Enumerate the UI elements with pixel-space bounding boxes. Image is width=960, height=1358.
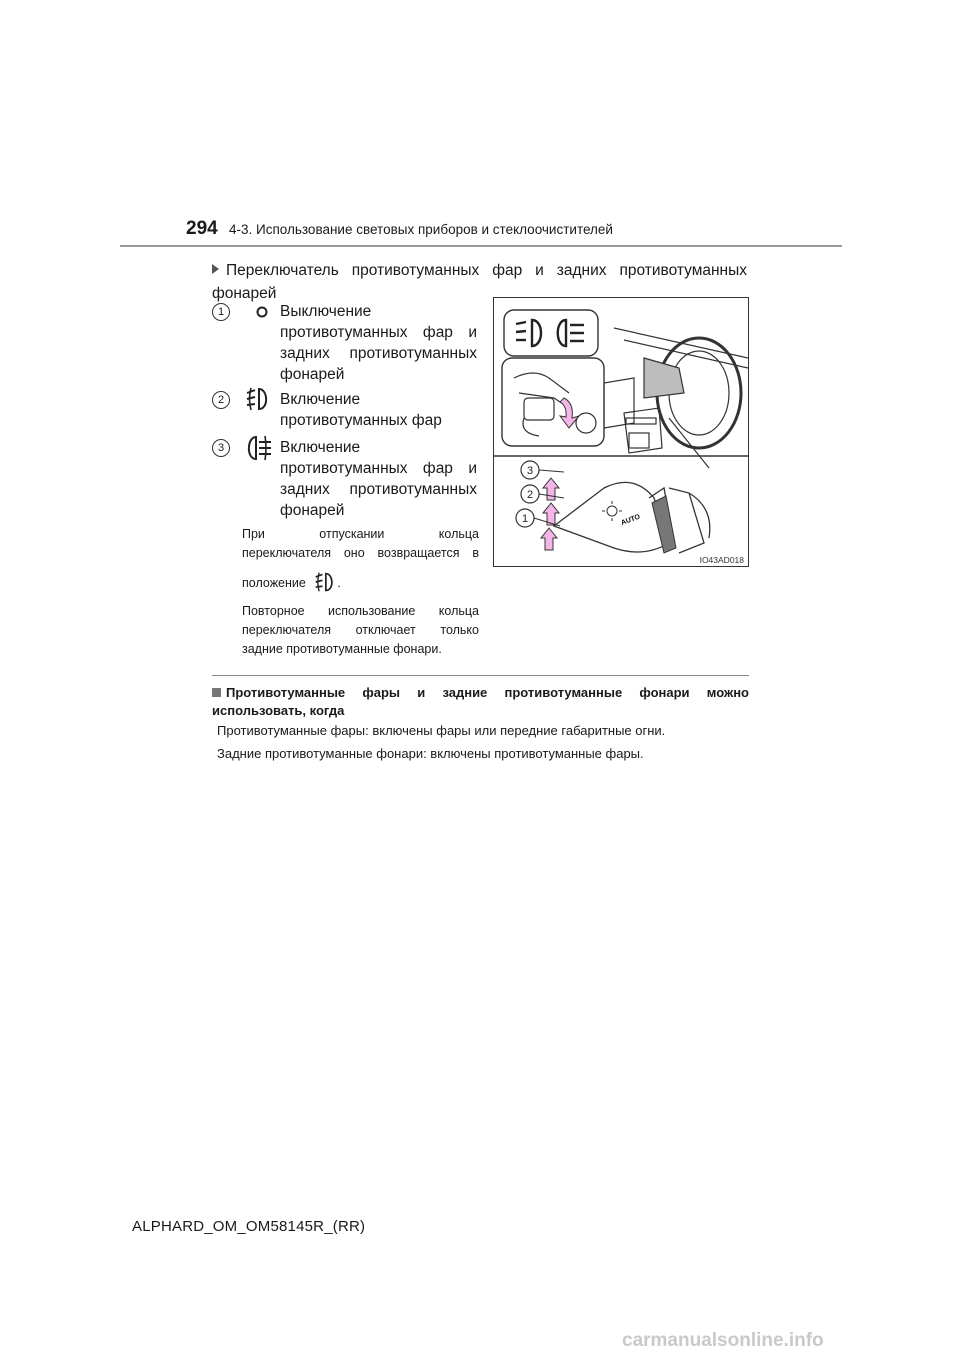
item-number-3: 3 xyxy=(212,439,230,457)
page-number: 294 xyxy=(186,218,218,239)
front-fog-icon xyxy=(244,386,272,412)
chapter-title: 4-3. Использование световых приборов и стеклоочистителей xyxy=(229,222,613,237)
illustration-code: IO43AD018 xyxy=(699,555,744,565)
label-2: 2 xyxy=(526,489,534,501)
item-3-text: Включение противотуманных фар и задних противотуманных фонарей xyxy=(280,439,477,519)
bullet-paragraph-2: Задние противотуманные фонари: включены противотуманные фары. xyxy=(217,746,644,761)
label-1: 1 xyxy=(521,513,529,525)
item-1-text: Выключение противотуманных фар и задних противотуманных фонарей xyxy=(280,303,477,383)
auto-label: AUTO xyxy=(620,513,642,527)
square-bullet-icon xyxy=(212,688,221,697)
rear-fog-icon xyxy=(244,434,274,462)
section-title: Переключатель противотуманных фар и задних противотуманных фонарей xyxy=(212,262,747,302)
o-off-icon xyxy=(254,304,270,320)
arrow-bullet-icon xyxy=(212,264,219,274)
stalk-diagram xyxy=(494,298,748,566)
watermark[interactable]: carmanualsonline.info xyxy=(622,1330,824,1351)
section-divider xyxy=(212,675,749,676)
illustration-fog-switch xyxy=(493,297,749,567)
note-release-ring: При отпускании кольца переключателя оно возвращается в положение . xyxy=(242,525,479,593)
label-3: 3 xyxy=(526,465,534,477)
bullet-paragraph-1: Противотуманные фары: включены фары или передние габаритные огни. xyxy=(217,723,666,738)
item-2-text: Включение противотуманных фар xyxy=(280,391,442,429)
front-fog-icon xyxy=(313,571,337,593)
item-number-1: 1 xyxy=(212,303,230,321)
bullet-heading: Противотуманные фары и задние противотуманные фонари можно использовать, когда xyxy=(212,685,749,718)
header-divider xyxy=(120,245,842,247)
note-reuse-ring: Повторное использование кольца переключателя отключает только задние противотуманные фонари. xyxy=(242,604,479,656)
document-code: ALPHARD_OM_OM58145R_(RR) xyxy=(132,1218,366,1235)
item-number-2: 2 xyxy=(212,391,230,409)
